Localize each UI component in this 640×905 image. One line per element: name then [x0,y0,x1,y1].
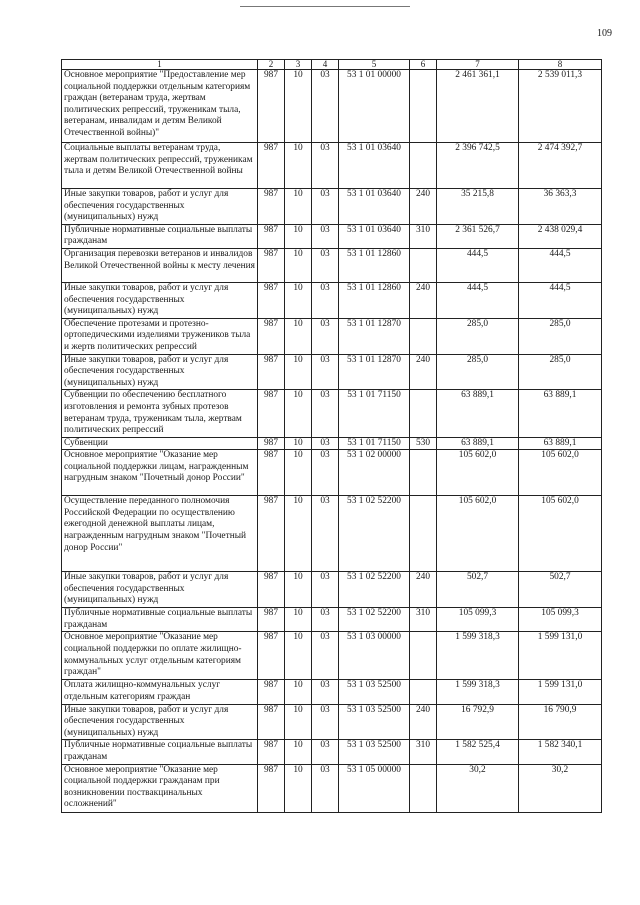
row-col-7-cell: 285,0 [437,318,519,354]
row-col-5-cell: 53 1 01 03640 [339,224,410,248]
row-col-2-cell: 987 [258,632,285,680]
row-col-8-cell: 1 599 131,0 [519,632,602,680]
row-col-3-cell: 10 [285,318,312,354]
row-col-6-cell [410,318,437,354]
row-col-6-cell: 530 [410,437,437,450]
row-col-5-cell: 53 1 01 00000 [339,70,410,143]
header-col-7: 7 [437,60,519,70]
row-col-7-cell: 63 889,1 [437,390,519,437]
header-col-4: 4 [312,60,339,70]
row-col-6-cell [410,764,437,812]
row-name-cell: Иные закупки товаров, работ и услуг для обеспечения государственных (муниципальных) нужд [62,282,258,318]
row-col-5-cell: 53 1 01 12860 [339,282,410,318]
row-col-5-cell: 53 1 01 71150 [339,437,410,450]
row-col-8-cell: 502,7 [519,572,602,608]
row-col-2-cell: 987 [258,143,285,189]
row-col-3-cell: 10 [285,143,312,189]
row-col-4-cell: 03 [312,390,339,437]
row-col-3-cell: 10 [285,70,312,143]
table-row [62,354,602,390]
header-col-8: 8 [519,60,602,70]
row-col-3-cell: 10 [285,354,312,390]
row-col-7-cell: 502,7 [437,572,519,608]
row-col-7-cell: 35 215,8 [437,189,519,225]
page-number: 109 [597,28,612,39]
row-col-7-cell: 1 599 318,3 [437,632,519,680]
row-col-2-cell: 987 [258,318,285,354]
table-row [62,764,602,812]
row-col-6-cell: 240 [410,354,437,390]
row-col-8-cell: 2 438 029,4 [519,224,602,248]
row-name-cell: Субвенции по обеспечению бесплатного изготовления и ремонта зубных протезов ветеранам труда, труженикам тыла, жертвам политических репрессий [62,390,258,437]
row-name-cell: Основное мероприятие "Оказание мер социальной поддержки лицам, награжденным нагрудным знаком "Почетный донор России" [62,450,258,496]
row-col-8-cell: 36 363,3 [519,189,602,225]
row-name-cell: Социальные выплаты ветеранам труда, жертвам политических репрессий, труженикам тыла и детям Великой Отечественной войны [62,143,258,189]
row-col-4-cell: 03 [312,704,339,740]
row-name-cell: Иные закупки товаров, работ и услуг для обеспечения государственных (муниципальных) нужд [62,189,258,225]
row-col-7-cell: 1 599 318,3 [437,680,519,704]
row-col-8-cell: 63 889,1 [519,437,602,450]
row-col-8-cell: 30,2 [519,764,602,812]
row-col-8-cell: 105 602,0 [519,496,602,572]
row-col-2-cell: 987 [258,680,285,704]
row-col-5-cell: 53 1 02 52200 [339,608,410,632]
row-col-2-cell: 987 [258,224,285,248]
row-col-4-cell: 03 [312,143,339,189]
page-top-edge [240,0,410,7]
row-col-6-cell: 310 [410,740,437,764]
table-row [62,318,602,354]
row-col-6-cell [410,248,437,282]
row-col-8-cell: 285,0 [519,354,602,390]
row-name-cell: Публичные нормативные социальные выплаты гражданам [62,608,258,632]
row-col-3-cell: 10 [285,390,312,437]
row-col-4-cell: 03 [312,224,339,248]
row-col-4-cell: 03 [312,437,339,450]
table-row [62,450,602,496]
row-col-6-cell [410,143,437,189]
row-col-7-cell: 105 099,3 [437,608,519,632]
row-col-6-cell: 310 [410,224,437,248]
row-col-3-cell: 10 [285,740,312,764]
row-col-3-cell: 10 [285,450,312,496]
row-col-6-cell [410,680,437,704]
row-col-2-cell: 987 [258,390,285,437]
row-col-3-cell: 10 [285,437,312,450]
row-col-4-cell: 03 [312,608,339,632]
row-col-7-cell: 285,0 [437,354,519,390]
row-col-3-cell: 10 [285,282,312,318]
row-col-2-cell: 987 [258,704,285,740]
row-col-5-cell: 53 1 03 52500 [339,704,410,740]
row-col-8-cell: 63 889,1 [519,390,602,437]
row-col-4-cell: 03 [312,496,339,572]
row-col-4-cell: 03 [312,318,339,354]
row-col-6-cell [410,496,437,572]
row-name-cell: Основное мероприятие "Оказание мер социальной поддержки по оплате жилищно-коммунальных услуг отдельным категориям граждан" [62,632,258,680]
row-col-4-cell: 03 [312,189,339,225]
row-col-3-cell: 10 [285,608,312,632]
row-col-5-cell: 53 1 05 00000 [339,764,410,812]
row-col-5-cell: 53 1 01 12860 [339,248,410,282]
row-col-6-cell: 240 [410,189,437,225]
row-col-4-cell: 03 [312,680,339,704]
row-col-3-cell: 10 [285,496,312,572]
row-col-7-cell: 444,5 [437,248,519,282]
row-col-4-cell: 03 [312,354,339,390]
row-col-2-cell: 987 [258,282,285,318]
table-row [62,608,602,632]
row-col-6-cell [410,390,437,437]
row-name-cell: Основное мероприятие "Предоставление мер социальной поддержки отдельным категориям граждан (ветеранам труда, жертвам политических репрессий, труженикам тыла, ветеранам, инвалидам и детям Великой Отечественной войны)" [62,70,258,143]
row-col-7-cell: 1 582 525,4 [437,740,519,764]
row-col-7-cell: 2 361 526,7 [437,224,519,248]
table-row [62,143,602,189]
row-name-cell: Организация перевозки ветеранов и инвалидов Великой Отечественной войны к месту лечения [62,248,258,282]
header-col-3: 3 [285,60,312,70]
row-col-4-cell: 03 [312,632,339,680]
table-row [62,740,602,764]
row-col-2-cell: 987 [258,496,285,572]
table-row [62,189,602,225]
row-name-cell: Публичные нормативные социальные выплаты гражданам [62,740,258,764]
budget-table [61,59,602,813]
row-col-6-cell: 310 [410,608,437,632]
table-row [62,390,602,437]
row-col-8-cell: 1 582 340,1 [519,740,602,764]
header-col-6: 6 [410,60,437,70]
row-col-3-cell: 10 [285,224,312,248]
row-col-5-cell: 53 1 01 03640 [339,189,410,225]
row-col-6-cell: 240 [410,704,437,740]
row-col-7-cell: 63 889,1 [437,437,519,450]
row-col-5-cell: 53 1 02 52200 [339,496,410,572]
row-col-2-cell: 987 [258,354,285,390]
table-row [62,224,602,248]
row-col-6-cell: 240 [410,572,437,608]
row-col-3-cell: 10 [285,704,312,740]
row-col-2-cell: 987 [258,248,285,282]
row-col-3-cell: 10 [285,189,312,225]
row-col-8-cell: 444,5 [519,282,602,318]
row-col-6-cell [410,632,437,680]
table-row [62,248,602,282]
table-row [62,282,602,318]
header-col-2: 2 [258,60,285,70]
row-name-cell: Обеспечение протезами и протезно-ортопедическими изделиями тружеников тыла и жертв политических репрессий [62,318,258,354]
row-col-8-cell: 444,5 [519,248,602,282]
row-col-4-cell: 03 [312,450,339,496]
table-row [62,632,602,680]
header-col-5: 5 [339,60,410,70]
row-col-3-cell: 10 [285,572,312,608]
row-col-5-cell: 53 1 02 00000 [339,450,410,496]
row-col-4-cell: 03 [312,70,339,143]
row-col-4-cell: 03 [312,572,339,608]
row-col-3-cell: 10 [285,248,312,282]
row-col-2-cell: 987 [258,608,285,632]
table-row [62,680,602,704]
table-row [62,70,602,143]
row-col-8-cell: 2 474 392,7 [519,143,602,189]
row-col-7-cell: 105 602,0 [437,450,519,496]
table-row [62,437,602,450]
row-col-7-cell: 105 602,0 [437,496,519,572]
row-col-8-cell: 16 790,9 [519,704,602,740]
row-col-5-cell: 53 1 02 52200 [339,572,410,608]
header-row [62,60,602,70]
row-col-5-cell: 53 1 01 71150 [339,390,410,437]
row-col-4-cell: 03 [312,282,339,318]
row-col-5-cell: 53 1 01 03640 [339,143,410,189]
row-col-2-cell: 987 [258,70,285,143]
row-col-3-cell: 10 [285,764,312,812]
row-col-6-cell: 240 [410,282,437,318]
row-col-3-cell: 10 [285,680,312,704]
row-col-2-cell: 987 [258,740,285,764]
row-col-4-cell: 03 [312,248,339,282]
row-col-5-cell: 53 1 03 00000 [339,632,410,680]
row-col-6-cell [410,70,437,143]
row-col-7-cell: 16 792,9 [437,704,519,740]
table-row [62,572,602,608]
row-name-cell: Иные закупки товаров, работ и услуг для обеспечения государственных (муниципальных) нужд [62,572,258,608]
row-col-5-cell: 53 1 01 12870 [339,318,410,354]
row-col-3-cell: 10 [285,632,312,680]
row-col-8-cell: 2 539 011,3 [519,70,602,143]
row-name-cell: Публичные нормативные социальные выплаты гражданам [62,224,258,248]
row-name-cell: Оплата жилищно-коммунальных услуг отдельным категориям граждан [62,680,258,704]
row-name-cell: Иные закупки товаров, работ и услуг для обеспечения государственных (муниципальных) нужд [62,704,258,740]
row-col-2-cell: 987 [258,450,285,496]
row-col-7-cell: 2 396 742,5 [437,143,519,189]
row-name-cell: Субвенции [62,437,258,450]
row-col-5-cell: 53 1 01 12870 [339,354,410,390]
row-col-7-cell: 30,2 [437,764,519,812]
table-body [62,70,602,813]
row-col-8-cell: 105 602,0 [519,450,602,496]
table-row [62,704,602,740]
row-col-8-cell: 105 099,3 [519,608,602,632]
table-row [62,496,602,572]
row-col-5-cell: 53 1 03 52500 [339,740,410,764]
row-col-4-cell: 03 [312,764,339,812]
header-col-1: 1 [62,60,258,70]
row-col-8-cell: 1 599 131,0 [519,680,602,704]
row-col-2-cell: 987 [258,572,285,608]
row-col-2-cell: 987 [258,189,285,225]
row-col-2-cell: 987 [258,764,285,812]
row-name-cell: Иные закупки товаров, работ и услуг для обеспечения государственных (муниципальных) нужд [62,354,258,390]
row-col-6-cell [410,450,437,496]
row-name-cell: Осуществление переданного полномочия Российской Федерации по осуществлению ежегодной денежной выплаты лицам, награжденным нагрудным знаком "Почетный донор России" [62,496,258,572]
row-col-7-cell: 2 461 361,1 [437,70,519,143]
row-name-cell: Основное мероприятие "Оказание мер социальной поддержки гражданам при возникновении поствакцинальных осложнений" [62,764,258,812]
row-col-4-cell: 03 [312,740,339,764]
row-col-7-cell: 444,5 [437,282,519,318]
row-col-8-cell: 285,0 [519,318,602,354]
row-col-5-cell: 53 1 03 52500 [339,680,410,704]
row-col-2-cell: 987 [258,437,285,450]
